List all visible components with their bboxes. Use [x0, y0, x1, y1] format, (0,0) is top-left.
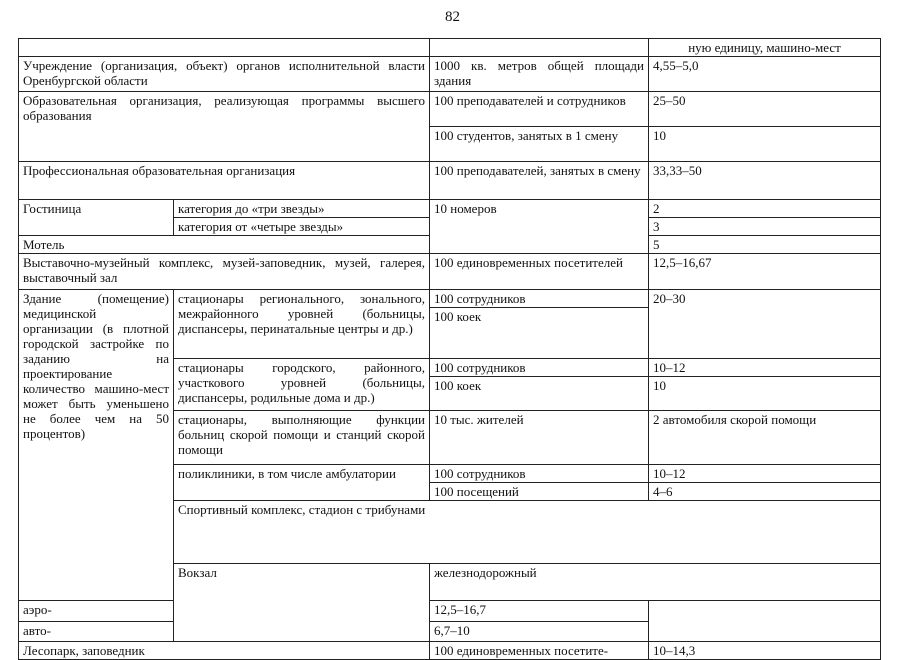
row-value: 12,5–16,7	[430, 601, 649, 621]
row-value: 4,55–5,0	[649, 57, 881, 92]
row-unit: 100 преподавателей, занятых в смену	[430, 162, 649, 200]
row-subname: железнодорожный	[430, 564, 881, 601]
table-row	[19, 601, 881, 621]
table-row	[19, 290, 881, 308]
row-unit: 100 сотрудников	[430, 290, 649, 308]
table-row	[19, 254, 881, 290]
header-cell-unit	[430, 39, 649, 57]
table-row	[19, 57, 881, 92]
table-header-row	[19, 39, 881, 57]
row-name: Мотель	[19, 236, 430, 254]
row-name: Выставочно-музейный комплекс, музей-заповедник, музей, галерея, выставочный зал	[19, 254, 430, 290]
row-subname: поликлиники, в том числе амбулатории	[174, 465, 430, 501]
row-value: 2	[649, 200, 881, 218]
row-name: Спортивный комплекс, стадион с трибунами	[174, 501, 881, 564]
row-unit: 100 коек	[430, 377, 649, 411]
row-unit: 10 номеров	[430, 200, 649, 254]
table-row	[19, 621, 881, 641]
row-name: Гостиница	[19, 200, 174, 236]
row-unit: 100 коек	[430, 308, 649, 359]
row-unit: 100 студентов, занятых в 1 смену	[430, 127, 649, 162]
row-unit: 100 посещений	[430, 483, 649, 501]
row-name: Учреждение (организация, объект) органов исполнительной власти Оренбургской области	[19, 57, 430, 92]
header-cell-value: ную единицу, машино-мест	[649, 39, 881, 57]
row-value: 33,33–50	[649, 162, 881, 200]
row-unit: 100 единовременных посетителей	[430, 254, 649, 290]
row-subname: категория до «три звезды»	[174, 200, 430, 218]
row-unit: 100 преподавателей и сотрудников	[430, 92, 649, 127]
row-value: 12,5–16,67	[649, 254, 881, 290]
row-subname: категория от «четыре звезды»	[174, 218, 430, 236]
row-value: 10	[649, 127, 881, 162]
row-subname: аэро-	[19, 601, 174, 621]
row-value: 4–6	[649, 483, 881, 501]
row-value: 3	[649, 218, 881, 236]
row-unit: 1000 кв. метров общей площади здания	[430, 57, 649, 92]
row-value: 10–12	[649, 465, 881, 483]
header-cell-name	[19, 39, 430, 57]
row-name: Вокзал	[174, 564, 430, 642]
row-unit: 100 сотрудников	[430, 359, 649, 377]
row-name: Профессиональная образовательная организация	[19, 162, 430, 200]
row-unit: 100 единовременных посетите-	[430, 642, 649, 660]
row-name: Здание (помещение) медицинской организации (в плотной городской застройке по заданию на проектирование количество машино-мест может быть уменьшено не более чем на 50 процентов)	[19, 290, 174, 601]
row-name: Образовательная организация, реализующая программы высшего образования	[19, 92, 430, 162]
row-subname: стационары городского, районного, участкового уровней (больницы, диспансеры, родильные дома и др.)	[174, 359, 430, 411]
row-subname: стационары регионального, зонального, межрайонного уровней (больницы, диспансеры, перинатальные центры и др.)	[174, 290, 430, 359]
row-value: 10–12	[649, 359, 881, 377]
row-subname: авто-	[19, 621, 174, 641]
table-row	[19, 200, 881, 218]
row-unit: 10 тыс. жителей	[430, 411, 649, 465]
row-name: Лесопарк, заповедник	[19, 642, 430, 660]
row-value: 20–30	[649, 290, 881, 359]
row-value: 6,7–10	[430, 621, 649, 641]
row-value: 10–14,3	[649, 642, 881, 660]
table-row	[19, 92, 881, 127]
page-number: 82	[445, 9, 460, 25]
table-row	[19, 642, 881, 660]
row-value: 25–50	[649, 92, 881, 127]
row-value: 10	[649, 377, 881, 411]
parking-norms-table	[18, 38, 881, 660]
table-row	[19, 162, 881, 200]
row-subname: стационары, выполняющие функции больниц скорой помощи и станций скорой помощи	[174, 411, 430, 465]
row-unit: 100 сотрудников	[430, 465, 649, 483]
row-value: 2 автомобиля скорой помощи	[649, 411, 881, 465]
row-value: 5	[649, 236, 881, 254]
